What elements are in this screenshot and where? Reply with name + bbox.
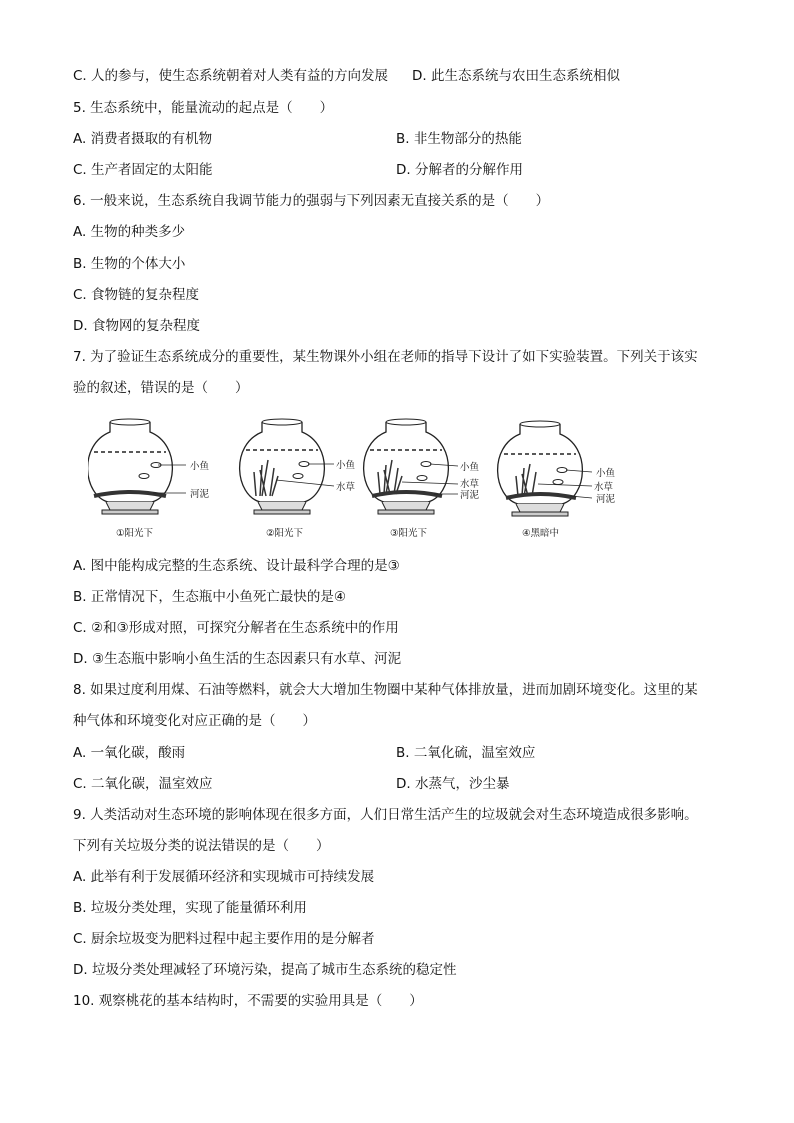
bottle-1-mud-label: 河泥 <box>190 489 210 500</box>
bottle-4 <box>498 421 592 516</box>
q5-stem: 5. 生态系统中，能量流动的起点是（ ） <box>73 100 334 116</box>
q5-option-b: B. 非生物部分的热能 <box>396 131 522 147</box>
q8-option-c: C. 二氧化碳，温室效应 <box>73 776 213 792</box>
bottle-2-plant-label: 水草 <box>336 482 356 493</box>
q6-stem: 6. 一般来说，生态系统自我调节能力的强弱与下列因素无直接关系的是（ ） <box>73 193 550 209</box>
bottle-2-fish-label: 小鱼 <box>336 460 356 471</box>
bottle-3 <box>364 419 458 514</box>
q6-option-d: D. 食物网的复杂程度 <box>73 318 200 334</box>
bottle-1 <box>88 419 186 514</box>
q9-stem-line2: 下列有关垃圾分类的说法错误的是（ ） <box>73 838 330 854</box>
q4-option-c: C. 人的参与，使生态系统朝着对人类有益的方向发展 <box>73 68 389 84</box>
q8-stem-line1: 8. 如果过度利用煤、石油等燃料，就会大大增加生物圈中某种气体排放量，进而加剧环境变化。这里的某 <box>73 682 698 698</box>
q7-stem-line1: 7. 为了验证生态系统成分的重要性，某生物课外小组在老师的指导下设计了如下实验装置。下列关于该实 <box>73 349 698 365</box>
bottle-4-fish-label: 小鱼 <box>596 468 616 479</box>
caption-1: ①阳光下 <box>116 528 154 539</box>
q7-option-d: D. ③生态瓶中影响小鱼生活的生态因素只有水草、河泥 <box>73 651 402 667</box>
caption-2: ②阳光下 <box>266 528 304 539</box>
bottle-3-fish-label: 小鱼 <box>460 462 480 473</box>
q10-stem: 10. 观察桃花的基本结构时，不需要的实验用具是（ ） <box>73 993 423 1009</box>
bottle-3-mud-label: 河泥 <box>460 490 480 501</box>
q7-option-c: C. ②和③形成对照，可探究分解者在生态系统中的作用 <box>73 620 399 636</box>
q8-option-d: D. 水蒸气，沙尘暴 <box>396 776 510 792</box>
q6-option-c: C. 食物链的复杂程度 <box>73 287 200 303</box>
ecosystem-bottles-figure <box>88 410 648 550</box>
q4-option-d: D. 此生态系统与农田生态系统相似 <box>412 68 620 84</box>
bottle-4-plant-label: 水草 <box>594 482 614 493</box>
q8-option-a: A. 一氧化碳，酸雨 <box>73 745 186 761</box>
q7-stem-line2: 验的叙述，错误的是（ ） <box>73 380 249 396</box>
q8-stem-line2: 种气体和环境变化对应正确的是（ ） <box>73 713 316 729</box>
q9-stem-line1: 9. 人类活动对生态环境的影响体现在很多方面，人们日常生活产生的垃圾就会对生态环境造成很多影响。 <box>73 807 698 823</box>
q8-option-b: B. 二氧化硫，温室效应 <box>396 745 536 761</box>
q9-option-c: C. 厨余垃圾变为肥料过程中起主要作用的是分解者 <box>73 931 375 947</box>
q9-option-d: D. 垃圾分类处理减轻了环境污染，提高了城市生态系统的稳定性 <box>73 962 457 978</box>
q5-option-d: D. 分解者的分解作用 <box>396 162 523 178</box>
q6-option-b: B. 生物的个体大小 <box>73 256 186 272</box>
bottle-4-mud-label: 河泥 <box>596 494 616 505</box>
q6-option-a: A. 生物的种类多少 <box>73 224 186 240</box>
bottle-3-plant-label: 水草 <box>460 479 480 490</box>
bottle-1-fish-label: 小鱼 <box>190 461 210 472</box>
caption-4: ④黑暗中 <box>522 528 560 539</box>
q9-option-a: A. 此举有利于发展循环经济和实现城市可持续发展 <box>73 869 375 885</box>
q9-option-b: B. 垃圾分类处理，实现了能量循环利用 <box>73 900 307 916</box>
bottle-2 <box>240 419 334 514</box>
q7-option-b: B. 正常情况下，生态瓶中小鱼死亡最快的是④ <box>73 589 346 605</box>
q5-option-c: C. 生产者固定的太阳能 <box>73 162 213 178</box>
q5-option-a: A. 消费者摄取的有机物 <box>73 131 213 147</box>
q7-option-a: A. 图中能构成完整的生态系统、设计最科学合理的是③ <box>73 558 400 574</box>
caption-3: ③阳光下 <box>390 528 428 539</box>
